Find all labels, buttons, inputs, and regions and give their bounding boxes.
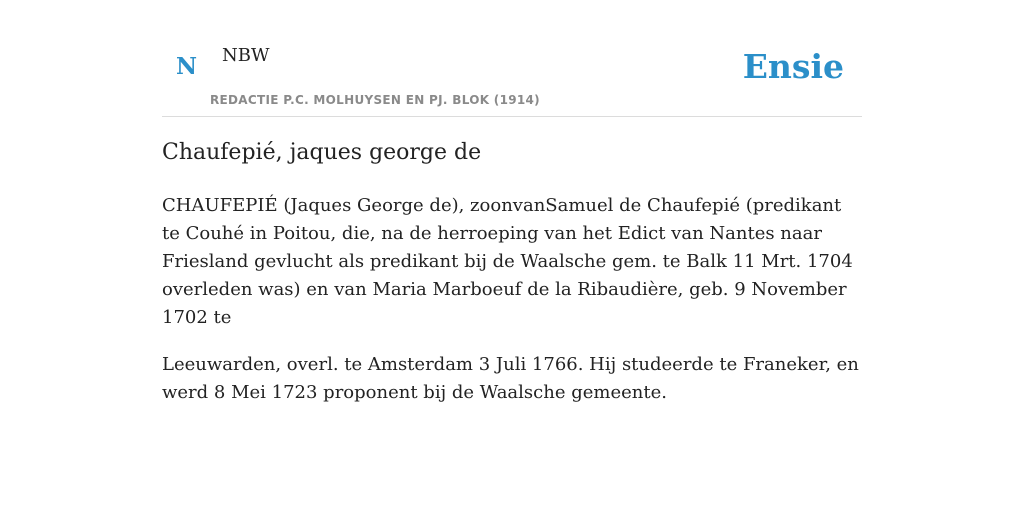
article-title: Chaufepié, jaques george de xyxy=(162,140,482,165)
article-body xyxy=(162,192,862,426)
article-paragraph: Leeuwarden, overl. te Amsterdam 3 Juli 1766. Hij studeerde te Franeker, en werd 8 Mei 1723 proponent bij de Waalsche gemeente. xyxy=(162,354,859,403)
source-name[interactable]: NBW xyxy=(222,45,270,66)
source-editors: REDACTIE P.C. MOLHUYSEN EN PJ. BLOK (1914) xyxy=(210,93,540,107)
source-logo[interactable]: N xyxy=(176,53,198,80)
article-paragraph: CHAUFEPIÉ (Jaques George de), zoonvanSamuel de Chaufepié (predikant te Couhé in Poitou, die, na de herroeping van het Edict van Nantes naar Friesland gevlucht als predikant bij de Waalsche gem. te Balk 11 Mrt. 1704 overleden was) en van Maria Marboeuf de la Ribaudière, geb. 9 November 1702 te xyxy=(162,195,853,328)
brand-logo[interactable]: Ensie xyxy=(742,47,844,86)
source-header xyxy=(162,0,862,117)
